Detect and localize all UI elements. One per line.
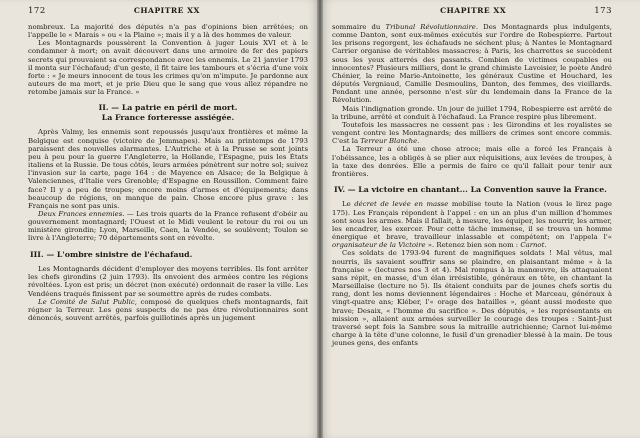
section-title: II. — La patrie en péril de mort. bbox=[98, 103, 238, 113]
paragraph: nombreux. La majorité des députés n'a pas d'opinions bien arrêtées; on l'appelle le « Marais » ou « la Plaine »; mais il y a là des hommes de valeur. bbox=[28, 23, 308, 40]
paragraph: Après Valmy, les ennemis sont repoussés jusqu'aux frontières et même la Belgique est conquise (victoire de Jemmapes). Mais au printemps de 1793 paraissent des nouvelles alarmantes. L'Autriche et à la Prusse se sont joints peu à peu pour la guerre l'Angleterre, la Hollande, l'Espagne, puis les États italiens et la Russie. De tous côtés, leurs armées pénètrent sur notre sol; suivez l'invasion sur la carte, page 164 : de Mayence en Alsace; de la Belgique à Valenciennes, d'Italie vers Grenoble; d'Espagne en Roussillon. Comment faire face? Il y a peu de troupes; encore moins d'armes et d'équipements; dans beaucoup de régions, on manque de pain. Chose encore plus grave : les Français ne sont pas unis. bbox=[28, 128, 308, 210]
running-head: CHAPITRE XX bbox=[440, 6, 507, 15]
emphasis: Terreur Blanche bbox=[360, 137, 418, 146]
paragraph bbox=[332, 121, 612, 145]
text-run: . bbox=[417, 137, 420, 146]
section-title: III. — L'ombre sinistre de l'échafaud. bbox=[30, 249, 193, 259]
paragraph-lead: Deux Frances ennemies. bbox=[38, 209, 125, 218]
section-subtitle: La France forteresse assiégée. bbox=[101, 112, 235, 122]
right-page bbox=[320, 0, 640, 438]
emphasis: décret de levée en masse bbox=[354, 200, 449, 209]
paragraph bbox=[28, 210, 308, 243]
emphasis: Carnot bbox=[520, 241, 545, 250]
text-run: . Des Montagnards plus indulgents, comme Danton, sont eux-mêmes exécutés sur l'ordre de Robespierre. Partout les prisons regorgent, les échafauds ne séchent plus; à Nantes le Montagnard Carrier organise de véritables massacres; à Paris, les charrettes se succèdent sous les yeux atterrés des passants. Combien de victimes coupables ou innocentes? Plusieurs milliers, dont le grand chimiste Lavoisier, le poète André Chénier, la reine Marie-Antoinette, les généraux Custine et Houchard, les députés Vergniaud, Camille Desmoulins, Danton, des femmes, des vieillards. Pendant une année, personne n'est sûr du lendemain dans la France de la Révolution. bbox=[332, 23, 613, 105]
left-page-header bbox=[28, 6, 308, 19]
paragraph-lead: Le Comité de Salut Public, bbox=[38, 297, 137, 306]
book-gutter bbox=[317, 0, 323, 438]
paragraph bbox=[332, 23, 612, 105]
section-heading bbox=[28, 250, 308, 260]
text-run: Toutefois les massacres ne cessent pas : les Girondins et les royalistes se vengent contre les Montagnards; des milliers de crimes sont encore commis. C'est la bbox=[332, 120, 612, 146]
text-run: sommaire du bbox=[332, 23, 386, 31]
section-heading bbox=[332, 185, 612, 195]
right-page-header bbox=[332, 6, 612, 19]
text-run: mobilise toute la Nation (vous le lirez page 175). Les Français répondent à l'appel : en un an plus d'un million d'hommes sont sous les armes. Mais il fallait, à mesure, les équiper, les nourrir, les armer, les encadrer, les exercer. Pour cette tâche immense, il se trouva un homme énergique et brave, travailleur inlassable et compétent; on l'appela l'« bbox=[332, 200, 612, 242]
page-number: 172 bbox=[28, 6, 46, 16]
paragraph bbox=[332, 200, 612, 249]
section-title: IV. — La victoire en chantant... La Convention sauve la France. bbox=[334, 184, 607, 194]
paragraph bbox=[28, 298, 308, 322]
paragraph: Ces soldats de 1793-94 furent de magnifiques soldats ! Mal vêtus, mal nourris, ils savaient souffrir sans se plaindre, en plaisantant même « à la française » (lectures nos 3 et 4). Mal rompus à la manœuvre, ils attaquaient sans répit, en masse, d'un élan irrésistible, généraux en tête, en chantant la Marseillaise (lecture no 5). Ils étaient conduits par de jeunes chefs sortis du rang, dont les noms deviennent légendaires : Hoche et Marceau, généraux à vingt-quatre ans; Kléber, l'« orage des batailles », géant aussi modeste que brave; Desaix, « l'homme du sacrifice ». Des députés, « les représentants en mission », allaient aux armées surveiller le courage des troupes : Saint-Just traversé sept fois la Sambre sous la mitraille autrichienne; Carnot lui-même charge à la tête d'une colonne, le fusil d'un grenadier blessé à la main. De tous jeunes gens, des enfants bbox=[332, 249, 612, 348]
paragraph-body: — Les trois quarts de la France refusent d'obéir au gouvernement montagnard; l'Ouest et le Midi veulent le retour du roi ou un ministère girondin; Lyon, Marseille, Caen, la Vendée, se soulèvent; Toulon se livre à l'Angleterre; 70 départements sont en révolte. bbox=[28, 209, 308, 243]
paragraph: La Terreur a été une chose atroce; mais elle a forcé les Français à l'obéissance, les a obligés à se plier aux réquisitions, aux levées de troupes, à la taxe des denrées. Elle a permis de faire ce qu'il fallait pour tenir aux frontières. bbox=[332, 145, 612, 178]
paragraph: Les Montagnards poussèrent la Convention à juger Louis XVI et à le condamner à mort; on avait découvert dans une armoire de fer des papiers secrets qui prouvaient sa correspondance avec les ennemis. Le 21 janvier 1793 il monta sur l'échafaud; d'un geste, il fit taire les tambours et s'écria d'une voix forte : « Je meurs innocent de tous les crimes qu'on m'impute. Je pardonne aux auteurs de ma mort, et je prie Dieu que le sang que vous allez répandre ne retombe jamais sur la France. » bbox=[28, 39, 308, 97]
paragraph: Les Montagnards décident d'employer des moyens terribles. Ils font arrêter les chefs girondins (2 juin 1793). Ils envoient des armées contre les régions révoltées. Lyon est pris; un décret (non exécuté) ordonnait de raser la ville. Les Vendéens traqués finissent par se soumettre après de rudes combats. bbox=[28, 265, 308, 298]
emphasis: organisateur de la Victoire bbox=[332, 241, 426, 250]
text-run: . bbox=[544, 241, 547, 250]
text-run: ». Retenez bien son nom : bbox=[425, 241, 521, 250]
text-run: Le bbox=[342, 200, 355, 209]
emphasis: Tribunal Révolutionnaire bbox=[385, 23, 476, 31]
paragraph-body: composé de quelques chefs montagnards, fait régner la Terreur. Les gens suspects de ne pas être révolutionnaires sont dénoncés, souvent arrêtés, parfois guillotinés après un jugement bbox=[28, 297, 308, 323]
paragraph: Mais l'indignation gronde. Un jour de juillet 1794, Robespierre est arrêté de la tribune, arrêté et conduit à l'échafaud. La France respire plus librement. bbox=[332, 104, 612, 121]
running-head: CHAPITRE XX bbox=[133, 6, 200, 15]
page-number: 173 bbox=[594, 6, 612, 16]
section-heading bbox=[28, 103, 308, 122]
